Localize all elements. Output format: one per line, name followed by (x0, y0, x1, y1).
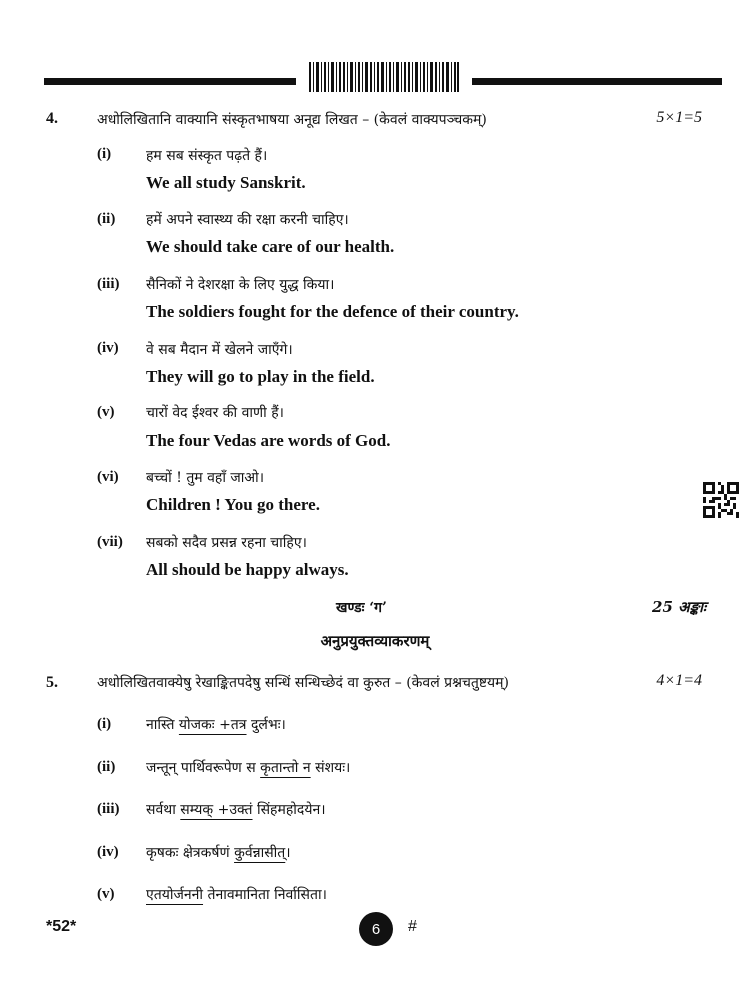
item-number: (vi) (97, 469, 119, 485)
question-5-number: 5. (46, 674, 58, 691)
sentence-text: तेनावमानिता निर्वासिता। (203, 887, 327, 903)
section-subtitle: अनुप्रयुक्तव्याकरणम् (320, 632, 430, 650)
header-rule-left (44, 78, 296, 85)
page-number: 6 (359, 912, 393, 946)
english-translation: Children ! You go there. (146, 495, 320, 514)
sandhi-sentence (146, 885, 327, 904)
item-number: (iii) (97, 801, 120, 817)
sentence-text: । (285, 845, 291, 861)
underlined-word: योजकः +तत्र (178, 717, 247, 733)
underlined-word: सम्यक् +उक्तं (180, 802, 253, 818)
header-rule-right (472, 78, 722, 85)
item-number: (i) (97, 716, 112, 732)
english-translation: All should be happy always. (146, 560, 349, 579)
item-number: (i) (97, 146, 112, 162)
sentence-text: दुर्लभः। (246, 717, 286, 733)
question-4-marks: 5×1=5 (656, 109, 702, 126)
hindi-sentence: चारों वेद ईश्वर की वाणी हैं। (146, 405, 284, 421)
underlined-word: एतयोर्जननी (146, 887, 204, 903)
sentence-text: नास्ति (146, 717, 179, 733)
hindi-sentence: सबको सदैव प्रसन्न रहना चाहिए। (146, 535, 307, 551)
section-title: खण्डः ‘ग’ (336, 600, 387, 616)
english-translation: The soldiers fought for the defence of their country. (146, 302, 519, 321)
english-translation: The four Vedas are words of God. (146, 431, 391, 450)
sentence-text: संशयः। (310, 760, 351, 776)
question-5-instruction: अधोलिखितवाक्येषु रेखाङ्कितपदेषु सन्धिं सन्धिच्छेदं वा कुरुत – (केवलं प्रश्नचतुष्टयम्) (97, 675, 509, 691)
sandhi-sentence (146, 758, 350, 777)
sandhi-sentence (146, 843, 291, 862)
item-number: (iv) (97, 340, 119, 356)
hindi-sentence: बच्चों ! तुम वहाँ जाओ। (146, 470, 265, 486)
footer-hash: # (408, 918, 417, 935)
item-number: (v) (97, 886, 115, 902)
english-translation: They will go to play in the field. (146, 367, 375, 386)
sandhi-sentence (146, 715, 286, 734)
hindi-sentence: हमें अपने स्वास्थ्य की रक्षा करनी चाहिए। (146, 212, 349, 228)
qr-code (703, 482, 739, 518)
hindi-sentence: सैनिकों ने देशरक्षा के लिए युद्ध किया। (146, 277, 335, 293)
barcode (309, 62, 459, 92)
question-4-instruction: अधोलिखितानि वाक्यानि संस्कृतभाषया अनूद्य लिखत – (केवलं वाक्यपञ्चकम्) (97, 112, 487, 128)
hindi-sentence: वे सब मैदान में खेलने जाएँगे। (146, 342, 293, 358)
question-5-marks: 4×1=4 (656, 672, 702, 689)
item-number: (iii) (97, 276, 120, 292)
section-marks: 25 अङ्काः (652, 598, 706, 616)
sentence-text: कृषकः क्षेत्रकर्षणं (146, 845, 235, 861)
item-number: (ii) (97, 759, 116, 775)
paper-code: *52* (46, 918, 77, 935)
underlined-word: कुर्वन्नासीत् (234, 845, 286, 861)
item-number: (iv) (97, 844, 119, 860)
hindi-sentence: हम सब संस्कृत पढ़ते हैं। (146, 148, 268, 164)
sandhi-sentence (146, 800, 326, 819)
sentence-text: जन्तून् पार्थिवरूपेण स (146, 760, 261, 776)
sentence-text: सिंहमहोदयेन। (252, 802, 326, 818)
sentence-text: सर्वथा (146, 802, 181, 818)
item-number: (v) (97, 404, 115, 420)
underlined-word: कृतान्तो न (260, 760, 311, 776)
english-translation: We all study Sanskrit. (146, 173, 306, 192)
item-number: (vii) (97, 534, 123, 550)
item-number: (ii) (97, 211, 116, 227)
question-4-number: 4. (46, 110, 58, 127)
english-translation: We should take care of our health. (146, 237, 395, 256)
